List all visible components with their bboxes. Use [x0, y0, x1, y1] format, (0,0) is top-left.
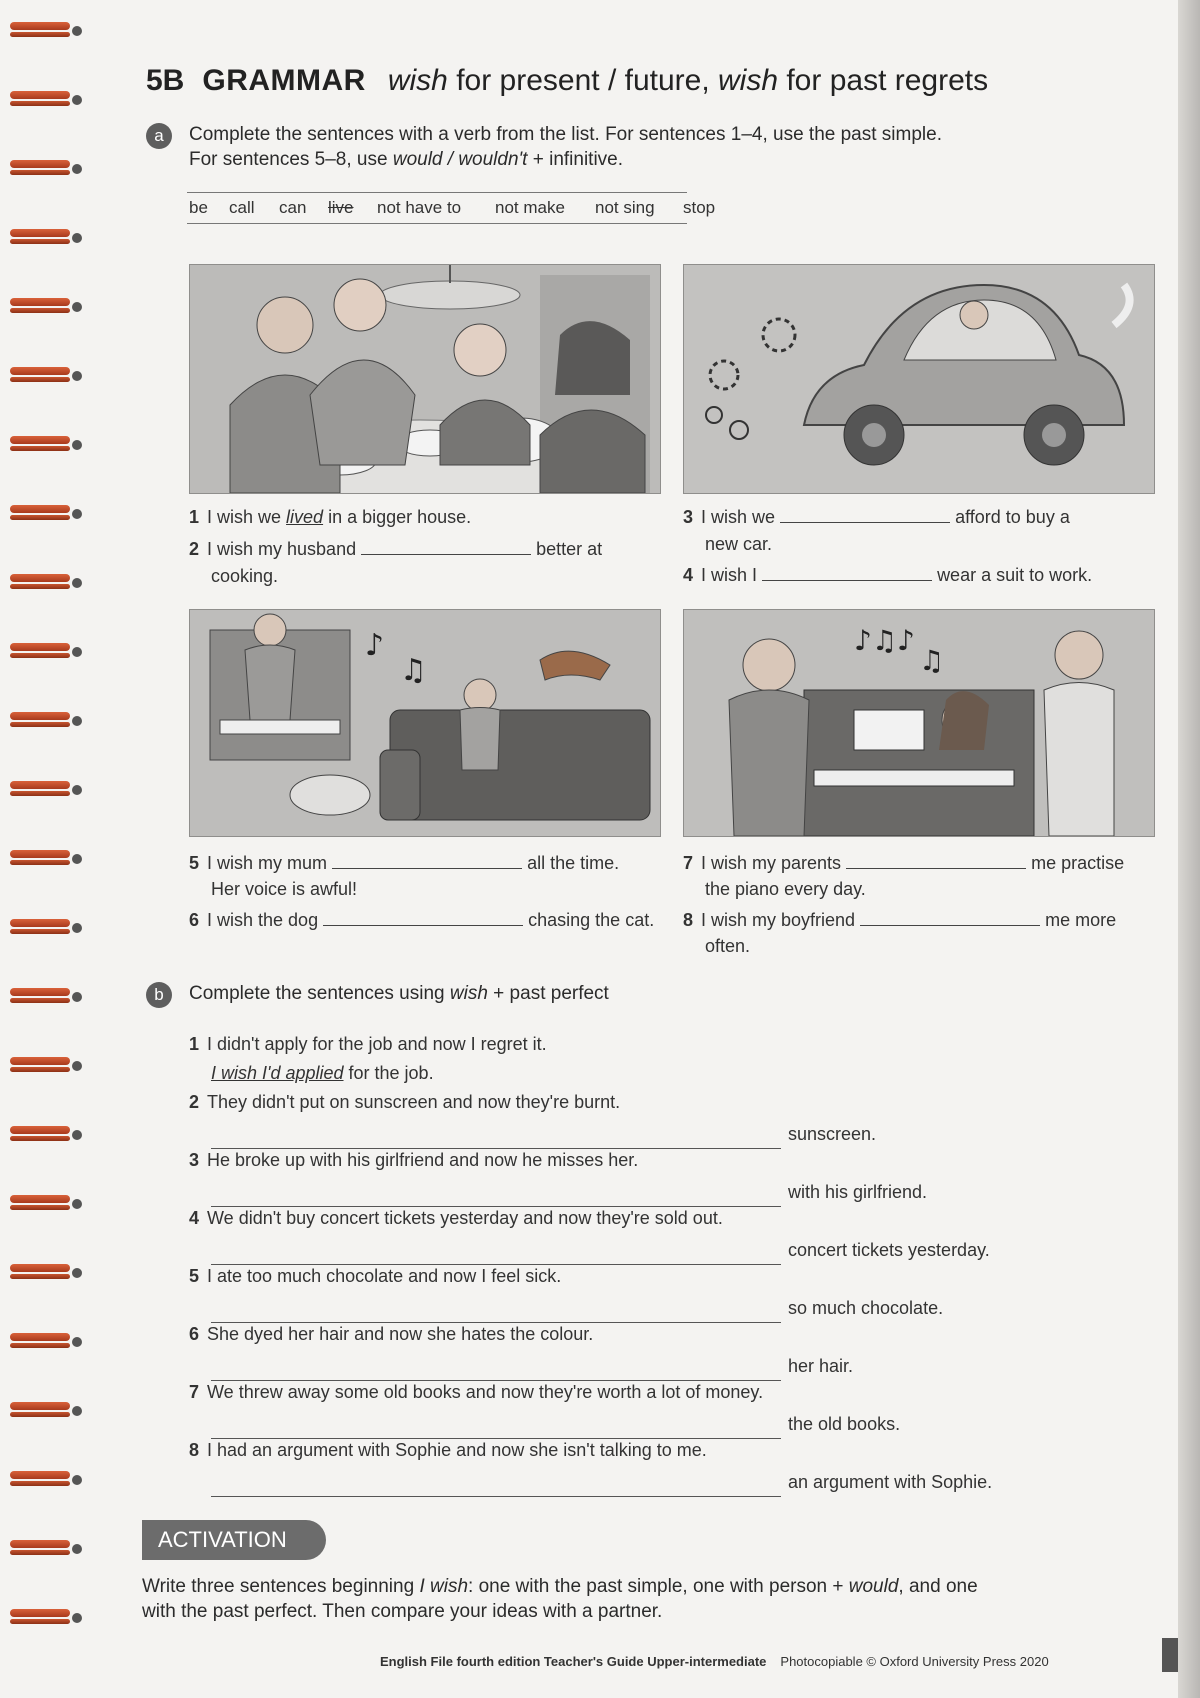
- item-a8: 8 I wish my boyfriend me more: [683, 907, 1116, 934]
- word-list-box: [187, 192, 716, 224]
- answer-line[interactable]: [211, 1496, 781, 1497]
- example-answer: I wish I'd applied: [211, 1063, 344, 1083]
- spiral-ring: [10, 227, 82, 247]
- item-b2: 2 They didn't put on sunscreen and now they're burnt.: [189, 1092, 621, 1112]
- item-a3: 3 I wish we afford to buy a: [683, 504, 1070, 531]
- illustration-old-car: [683, 264, 1155, 494]
- exercise-a-badge: a: [146, 123, 172, 149]
- item-b3: 3 He broke up with his girlfriend and now he misses her.: [189, 1150, 639, 1170]
- spiral-ring: [10, 779, 82, 799]
- item-a3-cont: new car.: [705, 534, 773, 554]
- item-b2-end: sunscreen.: [788, 1124, 877, 1144]
- item-b6: 6 She dyed her hair and now she hates the colour.: [189, 1324, 594, 1344]
- item-a7-cont: the piano every day.: [705, 879, 866, 899]
- item-b5: 5 I ate too much chocolate and now I feel sick.: [189, 1266, 562, 1286]
- svg-text:♪♫♪: ♪♫♪: [854, 624, 915, 657]
- word-item: call: [229, 198, 255, 217]
- item-b4-end: concert tickets yesterday.: [788, 1240, 990, 1260]
- spiral-ring: [10, 1400, 82, 1420]
- section-label: GRAMMAR: [202, 64, 366, 97]
- exercise-a-instructions: Complete the sentences with a verb from the list. For sentences 1–4, use the past simple. For sentences 5–8, use would / wouldn't + infinitive.: [189, 124, 942, 170]
- svg-text:♪: ♪: [365, 628, 385, 663]
- activation-text: Write three sentences beginning I wish: one with the past simple, one with person + would, and one with the past perfect. Then compare your ideas with a partner.: [142, 1576, 978, 1622]
- exercise-b-instructions: Complete the sentences using wish + past perfect: [189, 983, 609, 1004]
- page-footer: English File fourth edition Teacher's Guide Upper-intermediate Photocopiable © Oxford University Press 2020: [380, 1654, 1049, 1669]
- svg-text:♫: ♫: [919, 644, 945, 677]
- page-edge-shadow: [1178, 0, 1200, 1698]
- spiral-ring: [10, 1124, 82, 1144]
- item-a1: 1 I wish we lived in a bigger house.: [189, 507, 472, 527]
- spiral-ring: [10, 1607, 82, 1627]
- word-item: not make: [495, 198, 565, 217]
- item-a8-cont: often.: [705, 936, 751, 956]
- word-item-crossed: live: [328, 198, 354, 217]
- spiral-ring: [10, 986, 82, 1006]
- spiral-ring: [10, 1331, 82, 1351]
- item-b7: 7 We threw away some old books and now they're worth a lot of money.: [189, 1382, 764, 1402]
- illustration-piano-practice: [683, 609, 1155, 837]
- spiral-ring: [10, 503, 82, 523]
- spiral-ring: [10, 296, 82, 316]
- item-b5-end: so much chocolate.: [788, 1298, 944, 1318]
- activation-label: ACTIVATION: [142, 1520, 326, 1560]
- spiral-ring: [10, 1469, 82, 1489]
- spiral-binding: [0, 20, 100, 1670]
- spiral-ring: [10, 572, 82, 592]
- unit-code: 5B: [146, 64, 185, 97]
- spiral-ring: [10, 1538, 82, 1558]
- spiral-ring: [10, 89, 82, 109]
- answer-blank[interactable]: [323, 907, 523, 926]
- item-b8: 8 I had an argument with Sophie and now she isn't talking to me.: [189, 1440, 707, 1460]
- word-item: stop: [683, 198, 716, 217]
- answer-blank[interactable]: [846, 850, 1026, 869]
- spiral-ring: [10, 848, 82, 868]
- item-b4: 4 We didn't buy concert tickets yesterday and now they're sold out.: [189, 1208, 723, 1228]
- example-answer: lived: [286, 507, 324, 527]
- item-b1: 1 I didn't apply for the job and now I regret it.: [189, 1034, 547, 1054]
- spiral-ring: [10, 1262, 82, 1282]
- illustration-cramped-dinner: [189, 264, 661, 494]
- page-number-tab: [1162, 1638, 1178, 1672]
- spiral-ring: [10, 1193, 82, 1213]
- spiral-ring: [10, 365, 82, 385]
- spiral-ring: [10, 710, 82, 730]
- exercise-b-badge: b: [146, 982, 172, 1008]
- item-b7-end: the old books.: [788, 1414, 901, 1434]
- word-item: be: [189, 198, 208, 217]
- word-item: can: [279, 198, 307, 217]
- word-item: not have to: [377, 198, 462, 217]
- item-b1-answer: I wish I'd applied for the job.: [211, 1063, 434, 1083]
- item-a4: 4 I wish I wear a suit to work.: [683, 562, 1092, 589]
- spiral-ring: [10, 158, 82, 178]
- item-b8-end: an argument with Sophie.: [788, 1472, 993, 1492]
- spiral-ring: [10, 20, 82, 40]
- item-b3-end: with his girlfriend.: [788, 1182, 928, 1202]
- spiral-ring: [10, 917, 82, 937]
- item-a7: 7 I wish my parents me practise: [683, 850, 1124, 877]
- page-title: 5B GRAMMAR wish for present / future, wish for past regrets: [146, 64, 989, 97]
- item-a5: 5 I wish my mum all the time.: [189, 850, 619, 877]
- word-item: not sing: [595, 198, 655, 217]
- item-a2: 2 I wish my husband better at: [189, 536, 602, 563]
- item-a2-cont: cooking.: [211, 566, 279, 586]
- item-a6: 6 I wish the dog chasing the cat.: [189, 907, 654, 934]
- answer-blank[interactable]: [361, 536, 531, 555]
- answer-blank[interactable]: [780, 504, 950, 523]
- svg-text:♫: ♫: [400, 653, 427, 688]
- spiral-ring: [10, 641, 82, 661]
- spiral-ring: [10, 1055, 82, 1075]
- answer-blank[interactable]: [860, 907, 1040, 926]
- item-a5-cont: Her voice is awful!: [211, 879, 358, 899]
- illustration-singing-mum: [189, 609, 661, 837]
- answer-blank[interactable]: [762, 562, 932, 581]
- item-b6-end: her hair.: [788, 1356, 854, 1376]
- spiral-ring: [10, 434, 82, 454]
- answer-blank[interactable]: [332, 850, 522, 869]
